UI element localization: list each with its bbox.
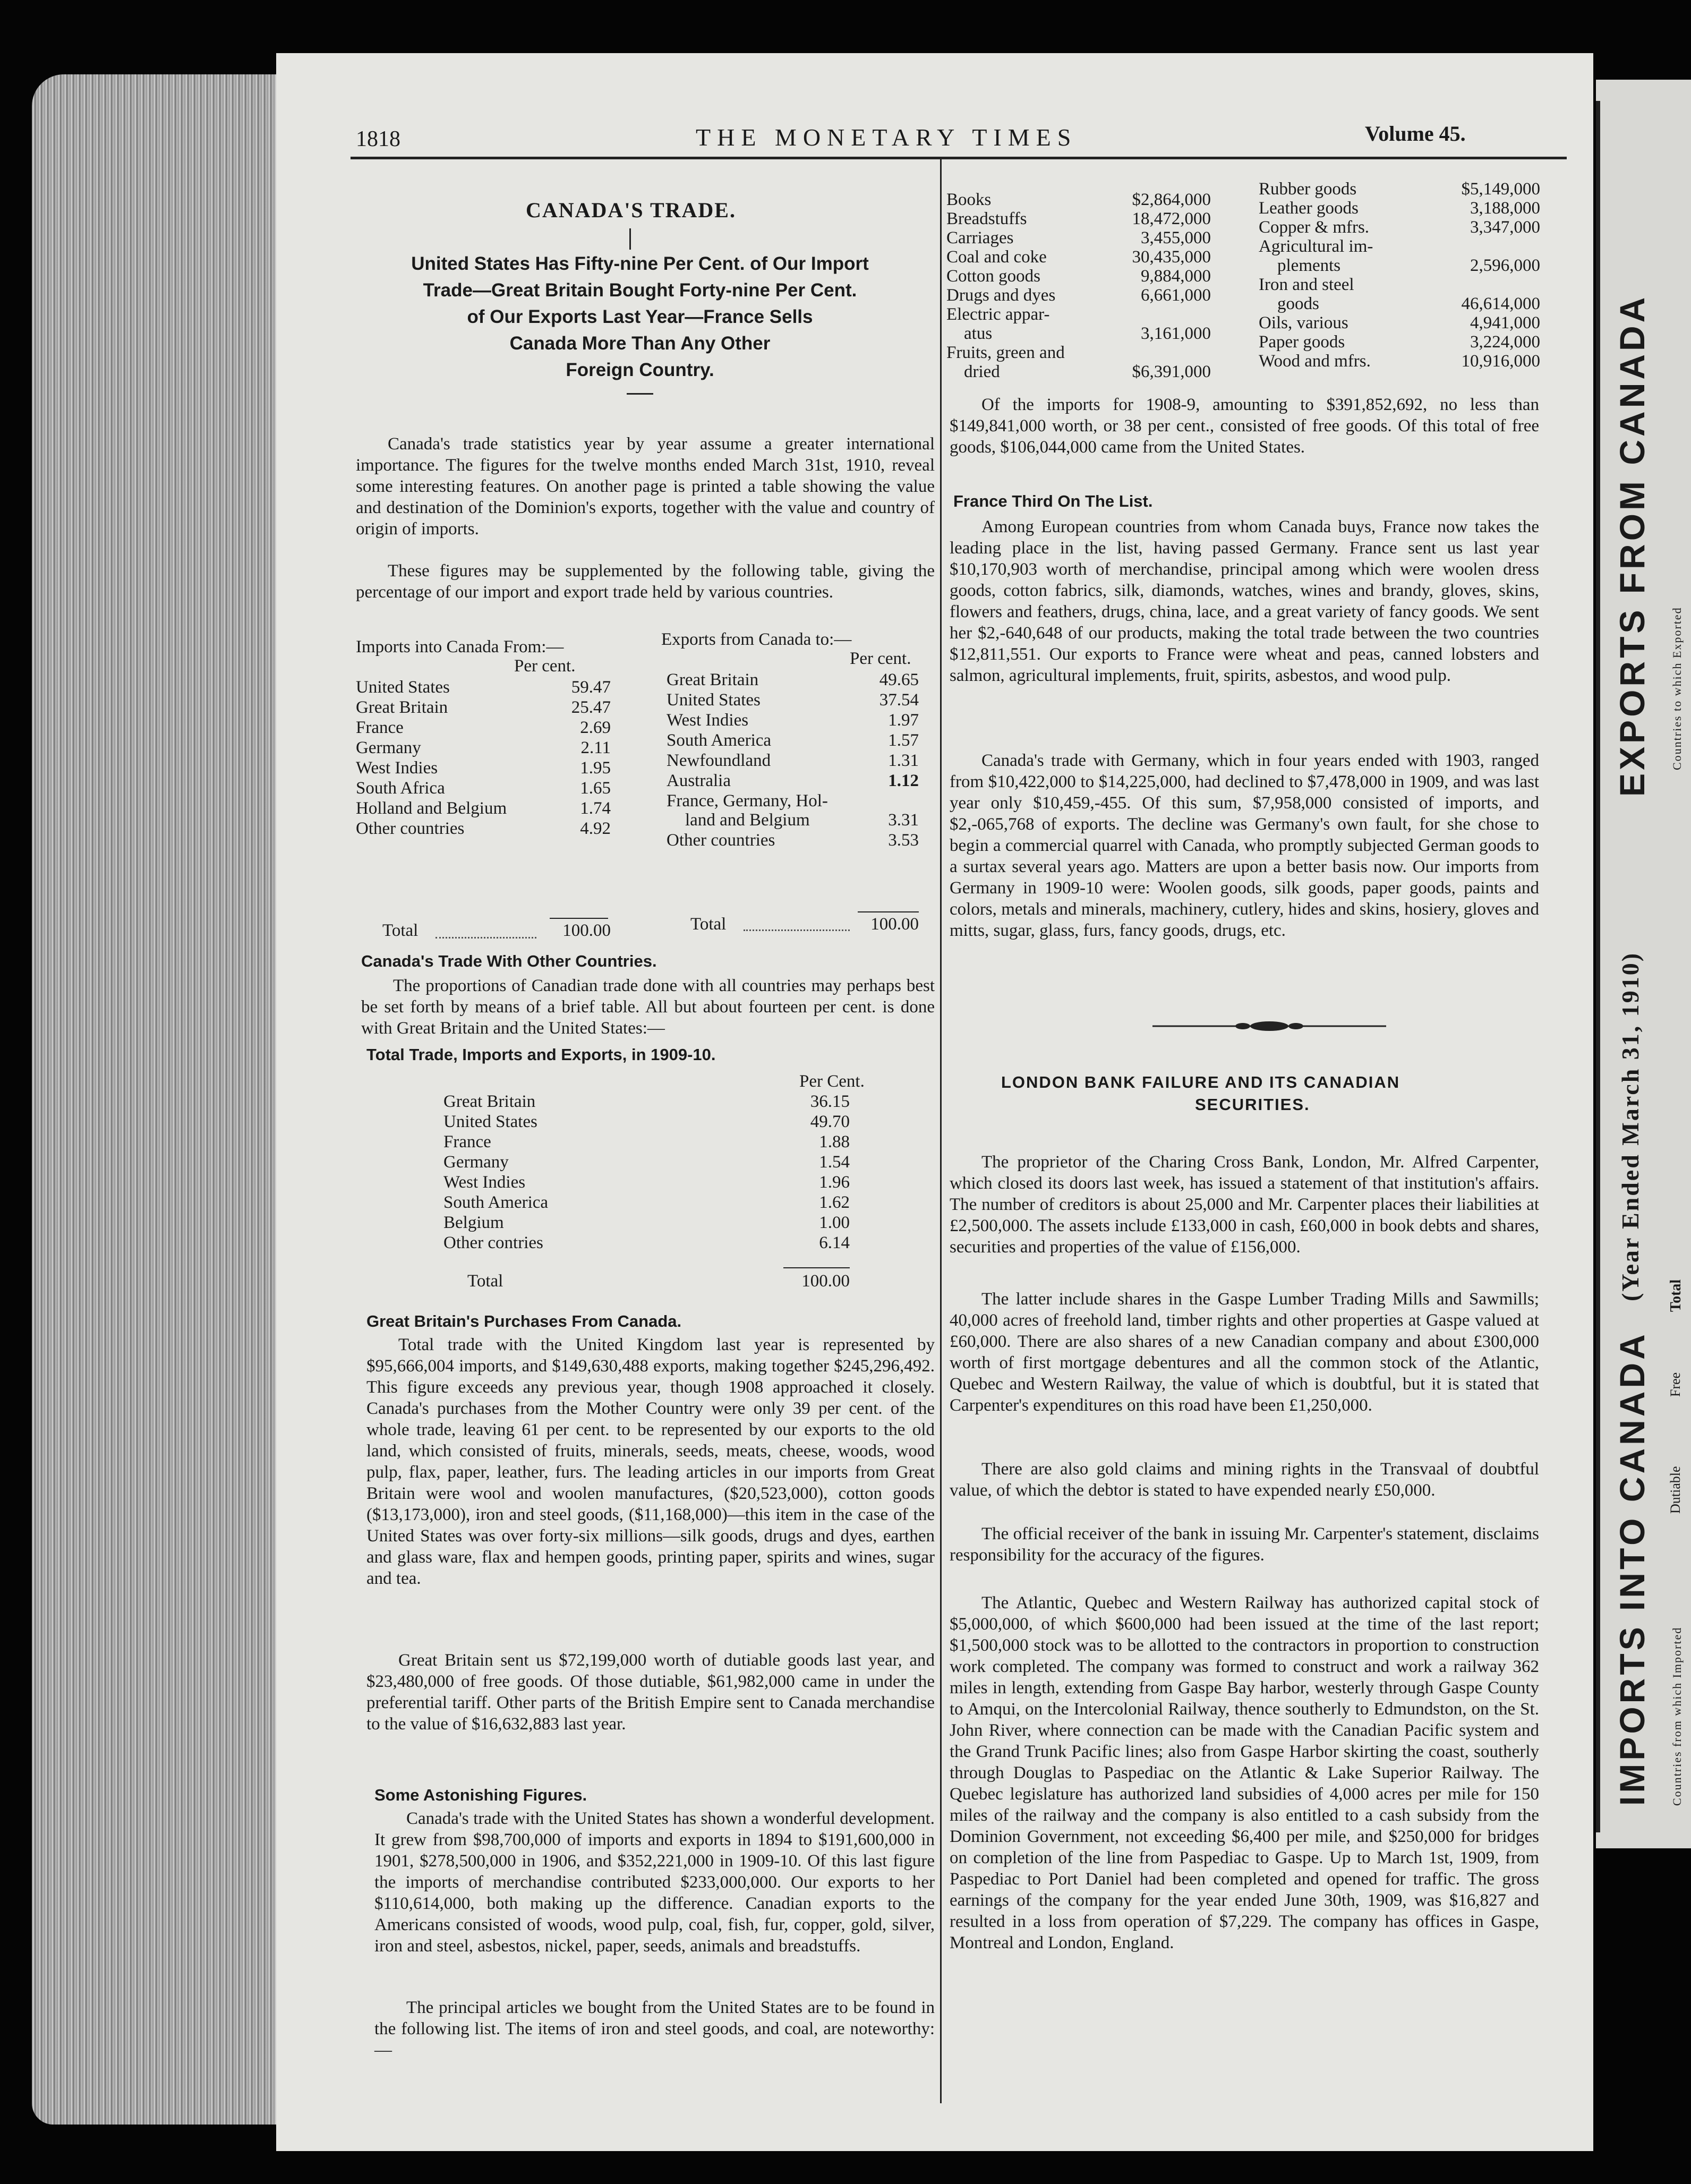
exports-row-country: West Indies <box>667 711 749 730</box>
london-paragraph-2: The latter include shares in the Gaspe Lumber Trading Mills and Sawmills; 40,000 acres of freehold land, timber rights and other properties at Gaspe valued at £60,000. There are also shares of a new Canadian company and about £300,000 worth of first mortgage debentures and all the common stock of the Atlantic, Quebec and Western Railway, the value of which is doubtful, but it is stated that Carpenter's expenditures on this road have been £1,250,000. <box>950 1290 1539 1415</box>
intro-paragraph-2: These figures may be supplemented by the following table, giving the percentage of our import and export trade held by various countries. <box>356 561 935 602</box>
total-trade-row-country: Germany <box>443 1153 509 1172</box>
imports-row-country: West Indies <box>356 758 438 778</box>
leader-dots <box>744 929 850 931</box>
london-heading-line-2: SECURITIES. <box>1195 1095 1310 1114</box>
gb-purchases-paragraph-1: Total trade with the United Kingdom last year is represented by $95,666,004 imports, and $149,630,488 exports, making together $245,296,492. This figure exceeds any previous year, though 1908 approached it closely. Canada's purchases from the Mother Country were only 39 per cent. of the whole trade, leaving 61 per cent. to be represented by our exports to the old land, which consisted of fruits, minerals, seeds, meats, cheese, woods, wood pulp, flax, paper, leather, furs. The leading articles in our imports from Great Britain were wool and woolen manufactures, ($20,523,000), cotton goods ($13,173,000), iron and steel goods, ($11,168,000)—this item in the case of the United States was over forty-six millions—silk goods, drugs and dyes, earthen and glass ware, flax and hempen goods, printing paper, spirits and wines, sugar and tea. <box>366 1335 935 1588</box>
total-trade-row-pct: 49.70 <box>810 1112 850 1131</box>
total-trade-row-pct: 1.88 <box>819 1132 850 1151</box>
other-countries-heading: Canada's Trade With Other Countries. <box>361 952 657 970</box>
total-trade-rule <box>783 1267 850 1268</box>
us-goods-item: Copper & mfrs. <box>1259 218 1370 237</box>
total-trade-row-country: United States <box>443 1112 537 1131</box>
imports-row-pct: 2.11 <box>580 738 611 757</box>
total-trade-row-pct: 1.62 <box>819 1193 850 1212</box>
total-trade-row-country: Other contries <box>443 1233 543 1252</box>
london-heading-line-1: LONDON BANK FAILURE AND ITS CANADIAN <box>1001 1073 1400 1091</box>
imports-row-pct: 1.95 <box>580 758 611 778</box>
imports-row-country: Great Britain <box>356 698 448 717</box>
facing-page-col-countries-imported: Countries from which Imported <box>1670 1626 1684 1806</box>
total-trade-total-value: 100.00 <box>801 1272 850 1291</box>
page-edge-stack <box>32 74 281 2125</box>
total-trade-row-country: South America <box>443 1193 549 1212</box>
us-goods-value: 3,347,000 <box>1470 218 1540 237</box>
subtitle-line: Canada More Than Any Other <box>509 333 771 354</box>
us-goods-value: 3,161,000 <box>1141 324 1211 343</box>
exports-total-rule <box>858 911 919 912</box>
total-trade-row-pct: 1.00 <box>819 1213 850 1232</box>
exports-row-country: Other countries <box>667 831 775 850</box>
imports-total-rule <box>550 918 608 919</box>
column-rule <box>940 159 942 2103</box>
us-goods-item: Iron and steel <box>1259 275 1354 294</box>
us-goods-value: 4,941,000 <box>1470 313 1540 332</box>
us-goods-item: dried <box>964 362 1000 381</box>
imports-note-paragraph: Of the imports for 1908-9, amounting to $391,852,692, no less than $149,841,000 worth, or 38 per cent., consisted of free goods. Of this total of free goods, $106,044,000 came from the United States. <box>950 395 1539 457</box>
us-goods-item: Coal and coke <box>946 248 1047 267</box>
us-goods-value: $5,149,000 <box>1461 180 1540 199</box>
imports-row-pct: 59.47 <box>571 678 611 697</box>
total-trade-row-country: West Indies <box>443 1173 526 1192</box>
us-goods-value: 6,661,000 <box>1141 286 1211 305</box>
exports-row-pct: 1.12 <box>888 771 919 790</box>
imports-row-pct: 1.74 <box>580 799 611 818</box>
exports-row-country: Great Britain <box>667 670 759 689</box>
facing-page-col-countries-exported: Countries to which Exported <box>1670 607 1684 770</box>
london-paragraph-4: The official receiver of the bank in issuing Mr. Carpenter's statement, disclaims responsibility for the accuracy of the figures. <box>950 1524 1539 1565</box>
astonishing-paragraph-2: The principal articles we bought from the United States are to be found in the following list. The items of iron and steel goods, and coal, are noteworthy:— <box>374 1998 935 2060</box>
us-goods-value: 46,614,000 <box>1461 294 1540 313</box>
header-rule <box>351 157 1567 159</box>
imports-table-pct-header: Per cent. <box>514 656 576 676</box>
exports-row-country: United States <box>667 690 761 710</box>
exports-row-country: Newfoundland <box>667 751 771 770</box>
imports-total-value: 100.00 <box>562 921 611 940</box>
us-goods-value: $6,391,000 <box>1132 362 1211 381</box>
exports-row-pct: 1.97 <box>888 711 919 730</box>
us-goods-value: 30,435,000 <box>1132 248 1211 267</box>
facing-page-col-dutiable: Dutiable <box>1668 1466 1683 1514</box>
us-goods-item: Leather goods <box>1259 199 1359 218</box>
gb-purchases-paragraph-2: Great Britain sent us $72,199,000 worth of dutiable goods last year, and $23,480,000 of free goods. Of those dutiable, $61,982,000 came in under the preferential tariff. Other parts of the British Empire sent to Canada merchandise to the value of $16,632,883 last year. <box>366 1651 935 1734</box>
facing-page-col-total: Total <box>1668 1279 1684 1312</box>
intro-paragraph-1: Canada's trade statistics year by year assume a greater international importance. The figures for the twelve months ended March 31st, 1910, reveal some interesting features. On another page is printed a table showing the value and destination of the Dominion's exports, together with the value and country of origin of imports. <box>356 434 935 539</box>
exports-row-country: South America <box>667 731 772 750</box>
total-trade-row-pct: 36.15 <box>810 1092 850 1111</box>
volume-label: Volume 45. <box>1365 122 1466 146</box>
imports-row-country: Germany <box>356 738 421 757</box>
us-goods-value: 18,472,000 <box>1132 209 1211 228</box>
france-heading: France Third On The List. <box>953 492 1153 510</box>
us-goods-item: Cotton goods <box>946 267 1040 286</box>
total-trade-row-country: Great Britain <box>443 1092 536 1111</box>
exports-row-pct: 49.65 <box>879 670 919 689</box>
imports-row-country: Holland and Belgium <box>356 799 507 818</box>
article-subtitle <box>351 251 929 383</box>
imports-row-country: United States <box>356 678 450 697</box>
imports-row-country: South Africa <box>356 779 445 798</box>
us-goods-item: plements <box>1277 256 1341 275</box>
us-goods-item: Rubber goods <box>1259 180 1357 199</box>
us-goods-item: atus <box>964 324 993 343</box>
imports-row-pct: 2.69 <box>580 718 611 737</box>
newspaper-page <box>276 53 1593 2151</box>
total-trade-total-label: Total <box>467 1272 503 1291</box>
article-title: CANADA'S TRADE. <box>526 198 736 222</box>
total-trade-row-pct: 1.54 <box>819 1153 850 1172</box>
exports-total-value: 100.00 <box>870 915 919 934</box>
imports-row-country: France <box>356 718 404 737</box>
total-trade-row-pct: 1.96 <box>819 1173 850 1192</box>
exports-row-pct: 1.31 <box>888 751 919 770</box>
subtitle-line: Trade—Great Britain Bought Forty-nine Per Cent. <box>423 280 857 301</box>
facing-page <box>1596 80 1691 1848</box>
london-paragraph-1: The proprietor of the Charing Cross Bank, London, Mr. Alfred Carpenter, which closed its doors last week, has issued a statement of that institution's affairs. The number of creditors is about 25,000 and Mr. Carpenter places their liabilities at £2,500,000. The assets include £133,000 in cash, £60,000 in book debts and shares, securities and properties of the value of £156,000. <box>950 1153 1539 1257</box>
us-goods-value: 3,455,000 <box>1141 228 1211 248</box>
exports-table-header: Exports from Canada to:— <box>661 630 852 649</box>
us-goods-value: 2,596,000 <box>1470 256 1540 275</box>
subtitle-line: Foreign Country. <box>566 360 714 380</box>
imports-table-header: Imports into Canada From:— <box>356 637 564 656</box>
us-goods-item: Carriages <box>946 228 1014 248</box>
astonishing-paragraph-1: Canada's trade with the United States has shown a wonderful development. It grew from $98,700,000 of imports and exports in 1894 to $191,600,000 in 1901, $278,500,000 in 1906, and $352,221,000 in 1909-10. Of this last figure the imports of merchandise contributed $233,000,000. Our exports to her $110,614,000, both making up the difference. Canadian exports to the Americans consisted of woods, wood pulp, coal, fish, fur, copper, gold, silver, iron and steel, asbestos, nickel, paper, seeds, animals and breadstuffs. <box>374 1809 935 1956</box>
france-paragraph-1: Among European countries from whom Canada buys, France now takes the leading place in the list, having passed Germany. France sent us last year $10,170,903 worth of merchandise, principal among which were woolen dress goods, cotton fabrics, silk, diamonds, watches, wines and brandy, gloves, skins, flowers and feathers, drugs, china, lace, and a great variety of fancy goods. We sent her $2,-640,648 of our products, making the total trade between the two countries $12,811,551. Our exports to France were wheat and peas, canned lobsters and salmon, agricultural implements, fruit, spirits, asbestos, and wood pulp. <box>950 517 1539 685</box>
london-paragraph-3: There are also gold claims and mining rights in the Transvaal of doubtful value, of which the debtor is stated to have expended nearly £50,000. <box>950 1460 1539 1500</box>
us-goods-value: $2,864,000 <box>1132 190 1211 209</box>
subtitle-line: United States Has Fifty-nine Per Cent. of Our Import <box>411 253 869 274</box>
subtitle-rule <box>627 393 653 395</box>
us-goods-value: 9,884,000 <box>1141 267 1211 286</box>
us-goods-item: Fruits, green and <box>946 343 1065 362</box>
us-goods-item: Wood and mfrs. <box>1259 352 1371 371</box>
total-trade-row-pct: 6.14 <box>819 1233 850 1252</box>
astonishing-figures-heading: Some Astonishing Figures. <box>374 1786 587 1804</box>
imports-row-pct: 4.92 <box>580 819 611 838</box>
other-countries-paragraph: The proportions of Canadian trade done with all countries may perhaps best be set forth by means of a brief table. All but about fourteen per cent. is done with Great Britain and the United States:— <box>361 976 935 1038</box>
germany-paragraph: Canada's trade with Germany, which in four years ended with 1903, ranged from $10,422,000 to $14,225,000, had declined to $7,478,000 in 1909, and was last year only $10,459,-455. Of this sum, $7,958,000 consisted of imports, and $2,-065,768 of exports. The decline was Germany's own fault, for she chose to begin a commercial quarrel with Canada, who promptly subjected German goods to a surtax several years ago. Matters are upon a better basis now. Our imports from Germany in 1909-10 were: Woolen goods, silk goods, paper goods, paints and colors, metals and minerals, machinery, cutlery, hides and skins, hosiery, gloves and mitts, sugar, glass, furs, fancy goods, drugs, etc. <box>950 751 1539 940</box>
facing-page-title-exports: EXPORTS FROM CANADA <box>1612 294 1652 797</box>
imports-row-pct: 1.65 <box>580 779 611 798</box>
imports-total-label: Total <box>382 921 419 940</box>
page-number: 1818 <box>356 127 400 151</box>
us-goods-item: Paper goods <box>1259 332 1345 352</box>
total-trade-pct-header: Per Cent. <box>799 1072 865 1091</box>
us-goods-item: Oils, various <box>1259 313 1348 332</box>
facing-page-year-note: (Year Ended March 31, 1910) <box>1617 951 1644 1301</box>
gb-purchases-heading: Great Britain's Purchases From Canada. <box>366 1312 682 1330</box>
facing-page-border <box>1596 101 1600 1832</box>
ornamental-divider <box>1152 1020 1386 1033</box>
london-paragraph-5: The Atlantic, Quebec and Western Railway has authorized capital stock of $5,000,000, of which $600,000 had been issued at the time of the last report; $1,500,000 stock was to be allotted to the contractors in proportion to construction work completed. The company was formed to construct and work a railway 362 miles in length, extending from Gaspe Bay harbor, westerly through Gaspe County to Amqui, on the Intercolonial Railway, thence southerly to Edmundston, on the St. John River, where connection can be made with the Canadian Pacific system and the Grand Trunk Pacific lines; also from Gaspe Harbor skirting the coast, southerly through Douglas to Paspediac on the Atlantic & Lake Superior Railway. The Quebec legislature has authorized land subsidies of 4,000 acres per mile for 150 miles of the railway and the company is also entitled to a cash subsidy from the Dominion Government, not exceeding $6,400 per mile, and $250,000 for bridges on completion of the line from Paspediac to Gaspe. Up to March 1st, 1909, from Paspediac to Port Daniel had been completed and opened for traffic. The gross earnings of the company for the year ended June 30th, 1909, was $16,827 and resulted in a loss from operation of $7,229. The company has offices in Gaspe, Montreal and London, England. <box>950 1593 1539 1952</box>
us-goods-item: Books <box>946 190 992 209</box>
exports-row-country: Australia <box>667 771 731 790</box>
us-goods-item: Agricultural im- <box>1259 237 1373 256</box>
exports-row-country: France, Germany, Hol- <box>667 791 828 811</box>
facing-page-title-imports: IMPORTS INTO CANADA <box>1612 1331 1652 1806</box>
exports-table-pct-header: Per cent. <box>850 649 911 668</box>
masthead: THE MONETARY TIMES <box>696 124 1078 151</box>
exports-row-pct: 3.31 <box>888 811 919 830</box>
total-trade-heading: Total Trade, Imports and Exports, in 1909-10. <box>366 1045 716 1064</box>
leader-dots <box>435 937 536 939</box>
facing-page-col-free: Free <box>1668 1372 1683 1397</box>
total-trade-row-country: France <box>443 1132 491 1151</box>
exports-total-label: Total <box>690 915 727 934</box>
us-goods-item: Breadstuffs <box>946 209 1027 228</box>
us-goods-value: 3,188,000 <box>1470 199 1540 218</box>
imports-row-country: Other countries <box>356 819 465 838</box>
total-trade-row-country: Belgium <box>443 1213 504 1232</box>
us-goods-item: Drugs and dyes <box>946 286 1056 305</box>
us-goods-value: 10,916,000 <box>1461 352 1540 371</box>
us-goods-item: goods <box>1277 294 1319 313</box>
imports-row-pct: 25.47 <box>571 698 611 717</box>
subtitle-line: of Our Exports Last Year—France Sells <box>467 306 813 327</box>
exports-row-pct: 3.53 <box>888 831 919 850</box>
exports-row-country: land and Belgium <box>685 811 810 830</box>
us-goods-item: Electric appar- <box>946 305 1050 324</box>
exports-row-pct: 37.54 <box>879 690 919 710</box>
exports-row-pct: 1.57 <box>888 731 919 750</box>
us-goods-value: 3,224,000 <box>1470 332 1540 352</box>
title-dash <box>629 228 631 250</box>
